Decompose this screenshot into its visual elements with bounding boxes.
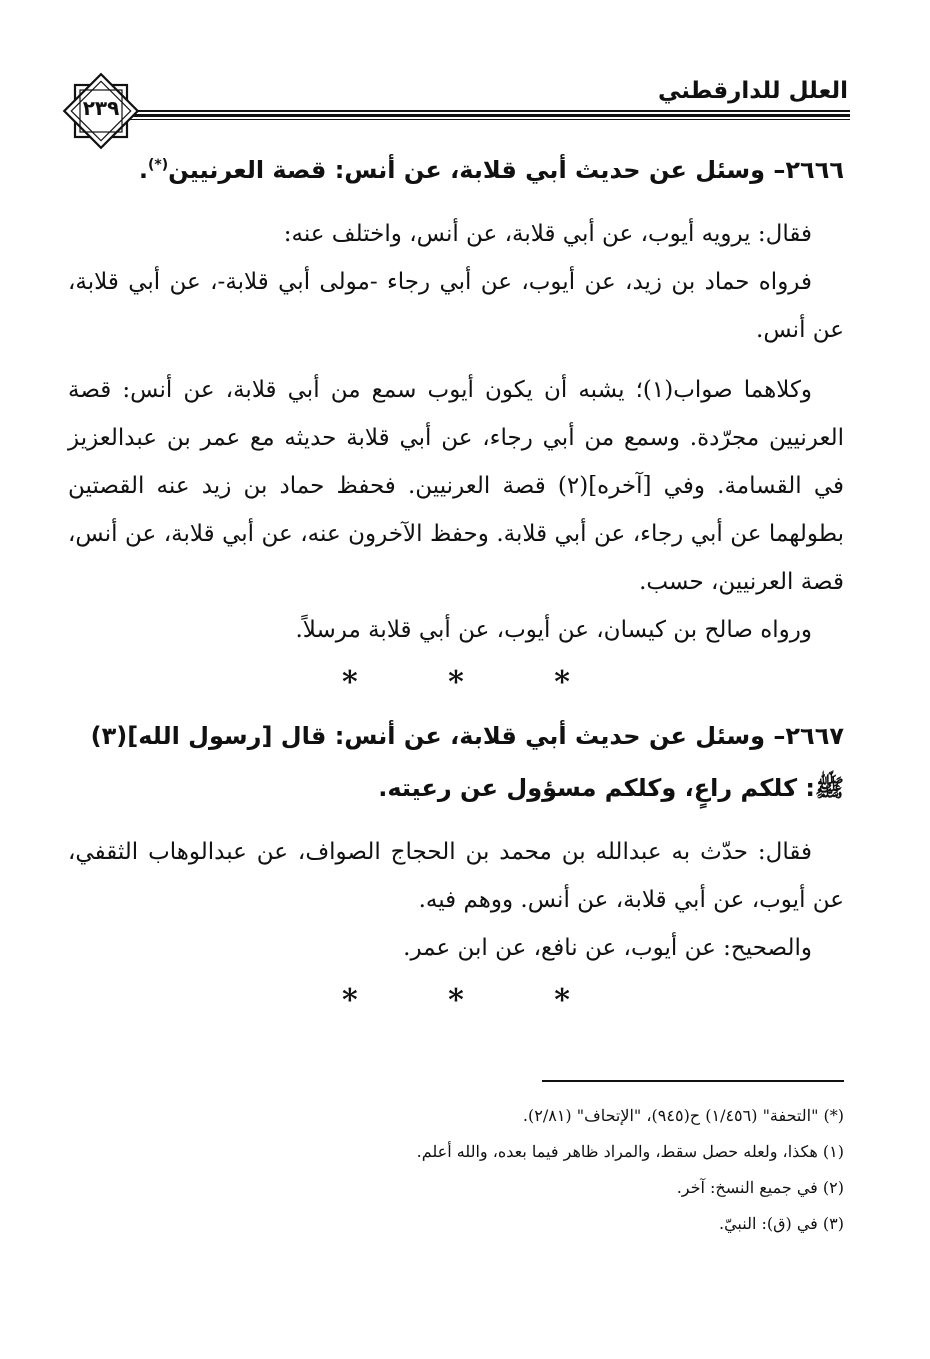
main-text	[68, 144, 844, 1028]
paragraph: فقال: يرويه أيوب، عن أبي قلابة، عن أنس، واختلف عنه:	[283, 221, 812, 247]
entry-heading-text: وسئل عن حديث أبي قلابة، عن أنس: قصة العرنيين	[168, 156, 766, 184]
footnote: (١) هكذا، ولعله حصل سقط، والمراد ظاهر فيما بعده، والله أعلم.	[416, 1142, 844, 1161]
entry-heading-text: وسئل عن حديث أبي قلابة، عن أنس: قال [رسول الله](٣) ﷺ: كلكم راعٍ، وكلكم مسؤول عن رعيته.	[90, 722, 844, 802]
book-title: العلل للدارقطني	[658, 78, 848, 104]
paragraph: ورواه صالح بن كيسان، عن أيوب، عن أبي قلابة مرسلاً.	[295, 617, 812, 643]
entry-number: ٢٦٦٦	[785, 156, 844, 184]
paragraph: فقال: حدّث به عبدالله بن محمد بن الحجاج الصواف، عن عبدالوهاب الثقفي، عن أيوب، عن أبي قلابة، عن أنس. ووهم فيه.	[68, 839, 844, 913]
paragraph: فرواه حماد بن زيد، عن أيوب، عن أبي رجاء -مولى أبي قلابة-، عن أبي قلابة، عن أنس.	[68, 269, 844, 343]
paragraph: وكلاهما صواب(١)؛ يشبه أن يكون أيوب سمع من أبي قلابة، عن أنس: قصة العرنيين مجرّدة. وسمع من أبي رجاء، عن أبي قلابة حديثه مع عمر بن عبدالعزيز في القسامة. وفي [آخره](٢) قصة العرنيين. فحفظ حماد بن زيد عنه القصتين بطولهما عن أبي رجاء، عن أبي قلابة. وحفظ الآخرون عنه، عن أبي قلابة، عن أنس، قصة العرنيين، حسب.	[68, 377, 844, 595]
page-number: ٢٣٩	[82, 96, 120, 120]
entry-heading: ٢٦٦٦– وسئل عن حديث أبي قلابة، عن أنس: قصة العرنيين(*).	[138, 156, 844, 184]
footnote: (*) "التحفة" (١/٤٥٦) ح(٩٤٥)، "الإتحاف" (٢/٨١).	[522, 1106, 844, 1125]
entry-heading: ٢٦٦٧– وسئل عن حديث أبي قلابة، عن أنس: قال [رسول الله](٣) ﷺ: كلكم راعٍ، وكلكم مسؤول عن رعيته.	[90, 722, 844, 802]
page-number-badge	[62, 72, 140, 150]
footnotes	[68, 1098, 844, 1242]
paragraph: والصحيح: عن أيوب، عن نافع، عن ابن عمر.	[403, 935, 812, 961]
section-separator: * * *	[342, 983, 610, 1018]
section-separator: * * *	[342, 665, 610, 700]
header-rule	[130, 110, 850, 122]
footnote: (٢) في جميع النسخ: آخر.	[676, 1178, 844, 1197]
footnote-rule	[542, 1080, 844, 1082]
entry-number: ٢٦٦٧	[785, 722, 844, 750]
footnote: (٣) في (ق): النبيّ.	[718, 1214, 844, 1233]
footnote-marker: (*)	[148, 157, 169, 173]
